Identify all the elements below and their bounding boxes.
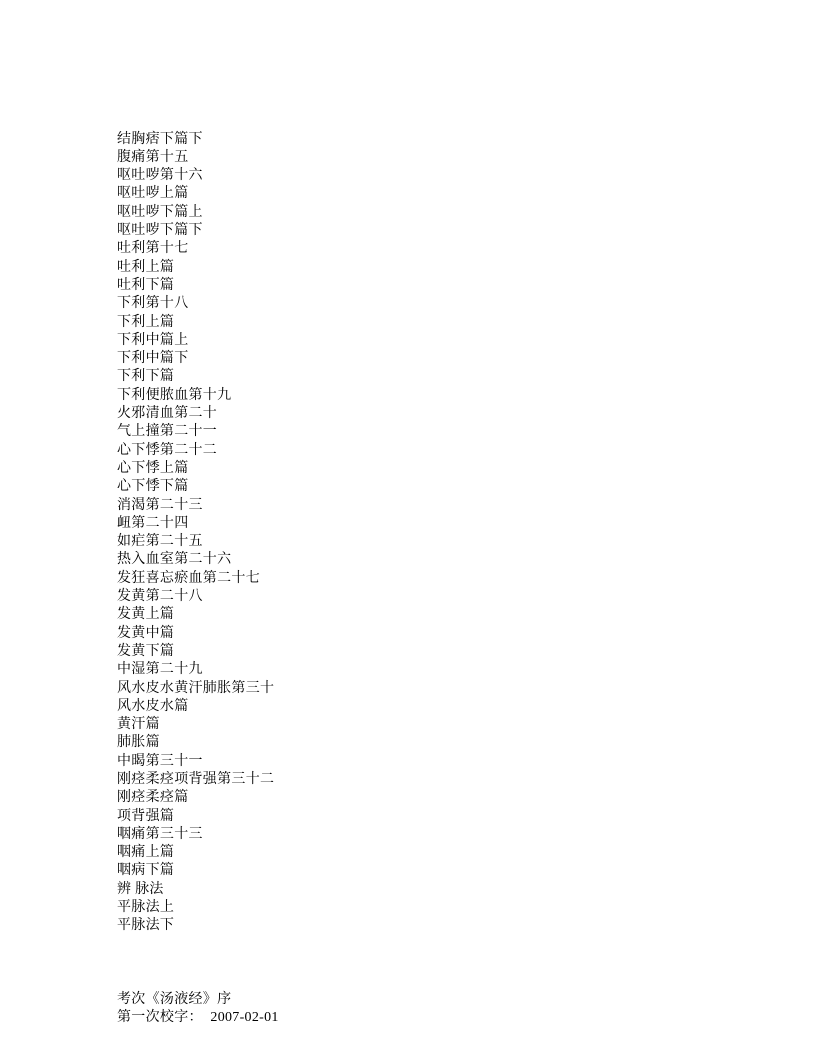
toc-line: 刚痉柔痉项背强第三十二 xyxy=(117,771,275,787)
toc-list xyxy=(117,131,279,936)
toc-line: 衄第二十四 xyxy=(117,515,189,531)
toc-line: 吐利第十七 xyxy=(117,241,189,257)
toc-line: 发黄第二十八 xyxy=(117,589,203,605)
document-content xyxy=(117,94,279,1064)
toc-line: 肺胀篇 xyxy=(117,735,160,751)
toc-line: 发狂喜忘瘀血第二十七 xyxy=(117,570,260,586)
toc-line: 咽痛第三十三 xyxy=(117,826,203,842)
toc-line: 下利中篇上 xyxy=(117,332,189,348)
toc-line: 黄汗篇 xyxy=(117,717,160,733)
toc-line: 风水皮水黄汗肺胀第三十 xyxy=(117,680,275,696)
toc-line: 下利第十八 xyxy=(117,296,189,312)
toc-line: 项背强篇 xyxy=(117,808,175,824)
toc-line: 心下悸下篇 xyxy=(117,479,189,495)
toc-line: 中暍第三十一 xyxy=(117,753,203,769)
toc-line: 呕吐哕第十六 xyxy=(117,168,203,184)
toc-line: 辨 脉法 xyxy=(117,881,164,897)
footer-line: 第一次校字： 2007-02-01 xyxy=(117,1009,279,1025)
toc-line: 下利下篇 xyxy=(117,369,175,385)
toc-line: 平脉法上 xyxy=(117,900,175,916)
toc-line: 热入血室第二十六 xyxy=(117,552,232,568)
toc-line: 腹痛第十五 xyxy=(117,149,189,165)
toc-line: 呕吐哕下篇下 xyxy=(117,223,203,239)
toc-line: 风水皮水篇 xyxy=(117,698,189,714)
toc-line: 下利上篇 xyxy=(117,314,175,330)
toc-line: 中湿第二十九 xyxy=(117,662,203,678)
toc-line: 咽病下篇 xyxy=(117,863,175,879)
toc-line: 发黄中篇 xyxy=(117,625,175,641)
toc-line: 呕吐哕上篇 xyxy=(117,186,189,202)
footer-block xyxy=(117,991,279,1028)
toc-line: 发黄上篇 xyxy=(117,607,175,623)
toc-line: 如疟第二十五 xyxy=(117,534,203,550)
toc-line: 结胸痞下篇下 xyxy=(117,131,203,147)
footer-line: 考次《汤液经》序 xyxy=(117,991,232,1007)
toc-line: 下利便脓血第十九 xyxy=(117,387,232,403)
toc-line: 气上撞第二十一 xyxy=(117,424,218,440)
toc-line: 火邪清血第二十 xyxy=(117,406,218,422)
toc-line: 平脉法下 xyxy=(117,918,175,934)
toc-line: 呕吐哕下篇上 xyxy=(117,204,203,220)
toc-line: 发黄下篇 xyxy=(117,643,175,659)
toc-line: 心下悸第二十二 xyxy=(117,442,218,458)
toc-line: 刚痉柔痉篇 xyxy=(117,790,189,806)
toc-line: 消渴第二十三 xyxy=(117,497,203,513)
toc-line: 心下悸上篇 xyxy=(117,460,189,476)
toc-line: 吐利下篇 xyxy=(117,277,175,293)
toc-line: 下利中篇下 xyxy=(117,351,189,367)
toc-line: 咽痛上篇 xyxy=(117,845,175,861)
toc-line: 吐利上篇 xyxy=(117,259,175,275)
